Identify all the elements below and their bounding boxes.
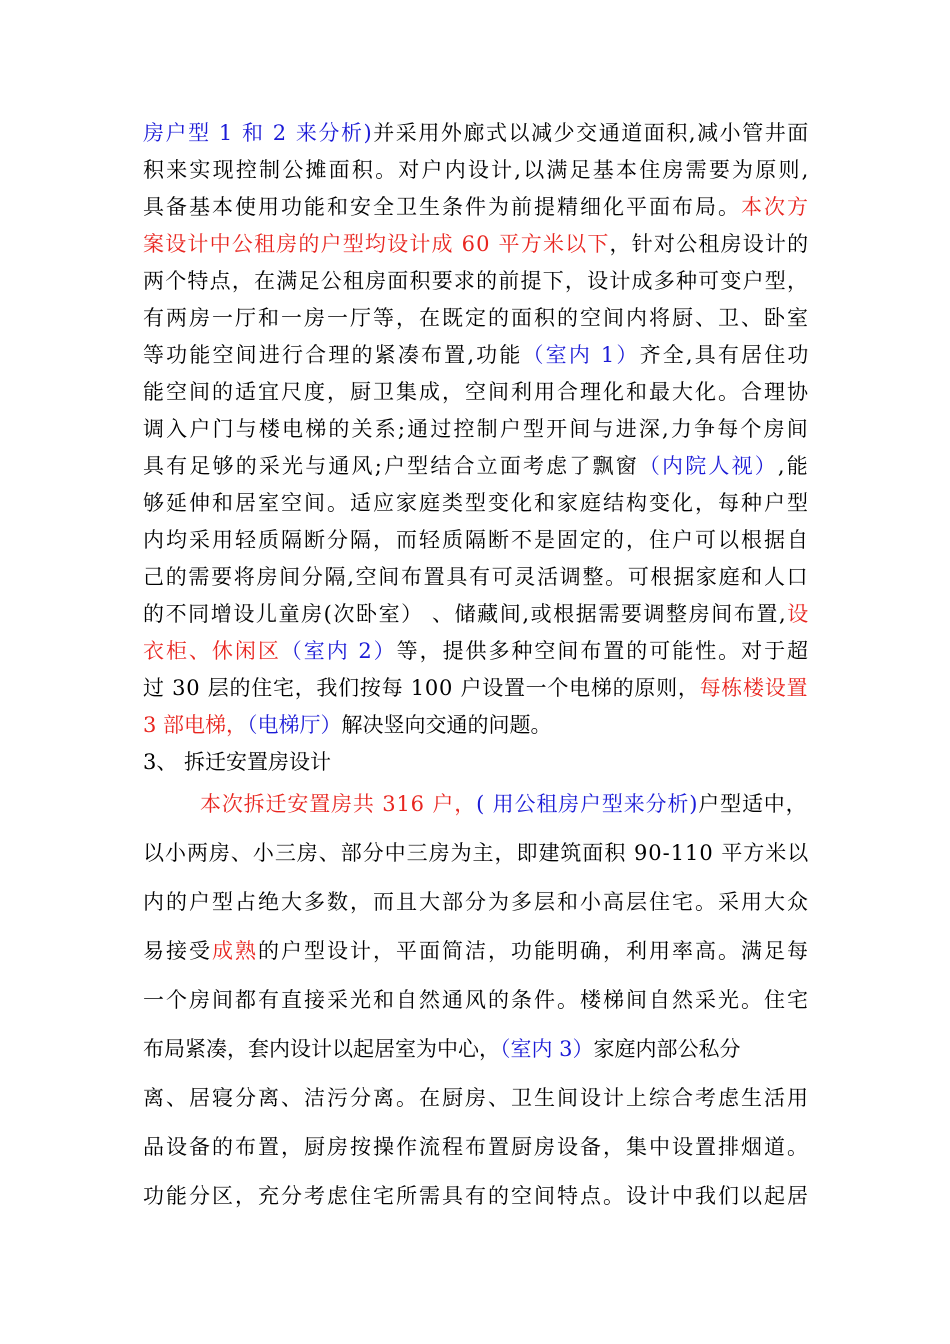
section-heading (143, 749, 331, 775)
text-segment: 有两房一厅和一房一厅等，在既定的面积的空间内将厨、卫、卧室 (143, 306, 810, 330)
paragraph-line (143, 712, 552, 738)
blue-highlight-text: （内院人视） (638, 454, 778, 478)
paragraph-line (143, 157, 811, 183)
text-segment: 的户型设计，平面简洁，功能明确，利用率高。满足每 (258, 939, 810, 963)
paragraph-line (143, 1085, 810, 1111)
text-segment: 内均采用轻质隔断分隔，而轻质隔断不是固定的，住户可以根据自 (143, 528, 810, 552)
text-segment: 具有足够的采光与通风;户型结合立面考虑了飘窗 (143, 454, 639, 478)
text-segment: 并采用外廊式以减少交通道面积,减小管井面 (373, 121, 810, 145)
paragraph-line (143, 416, 810, 442)
red-highlight-text: 每栋楼设置 (699, 676, 809, 700)
paragraph-line (143, 268, 809, 294)
text-segment: 家庭内部公私分 (593, 1037, 741, 1061)
text-segment: 等，提供多种空间布置的可能性。对于超 (396, 639, 811, 663)
blue-highlight-text: （电梯厅） (247, 713, 342, 737)
paragraph-line (143, 601, 810, 627)
text-segment: 解决竖向交通的问题。 (341, 713, 552, 737)
text-segment: 两个特点，在满足公租房面积要求的前提下，设计成多种可变户型， (143, 269, 810, 293)
text-segment: ,能 (777, 454, 810, 478)
text-segment: 调入户门与楼电梯的关系;通过控制户型开间与进深,力争每个房间 (143, 417, 810, 441)
text-segment: 齐全,具有居住功 (639, 343, 811, 367)
text-segment: ，针对公租房设计的 (609, 232, 810, 256)
red-highlight-text: 衣柜、休闲区 (143, 639, 281, 663)
paragraph-line (143, 938, 810, 964)
text-segment: 己的需要将房间分隔,空间布置具有可灵活调整。可根据家庭和人口 (143, 565, 810, 589)
paragraph-line (143, 987, 810, 1013)
text-segment: 的不同增设儿童房(次卧室） 、储藏间,或根据需要调整房间布置, (143, 602, 788, 626)
text-segment: 布局紧凑，套内设计以起居室为中心， (143, 1037, 500, 1061)
text-segment: 具备基本使用功能和安全卫生条件为前提精细化平面布局。 (143, 195, 741, 219)
blue-highlight-text: （室内 3） (500, 1037, 594, 1061)
red-highlight-text: 案设计中公租房的户型均设计成 60 平方米以下 (143, 232, 610, 256)
paragraph-line (143, 120, 810, 146)
paragraph-line (143, 527, 810, 553)
paragraph-line (143, 1134, 810, 1160)
blue-highlight-text: （室内 2） (280, 639, 397, 663)
text-segment: 够延伸和居室空间。适应家庭类型变化和家庭结构变化，每种户型 (143, 491, 810, 515)
paragraph-line (143, 194, 810, 220)
paragraph-line (143, 840, 809, 866)
paragraph-line (143, 1036, 741, 1062)
blue-highlight-text: 房户型 1 和 2 来分析) (143, 121, 374, 145)
paragraph-line (200, 791, 808, 817)
text-segment: 易接受 (143, 939, 212, 963)
paragraph-line (143, 490, 810, 516)
text-segment: 积来实现控制公摊面积。对户内设计,以满足基本住房需要为原则, (143, 158, 811, 182)
text-segment: 过 30 层的住宅，我们按每 100 户设置一个电梯的原则， (143, 676, 700, 700)
text-segment: 3、 拆迁安置房设计 (143, 750, 332, 774)
paragraph-line (143, 305, 810, 331)
paragraph-line (143, 564, 809, 590)
paragraph-line (143, 675, 808, 701)
text-segment: 功能分区，充分考虑住宅所需具有的空间特点。设计中我们以起居 (143, 1184, 810, 1208)
text-segment: 户型适中， (698, 792, 808, 816)
paragraph-line (143, 342, 811, 368)
blue-highlight-text: ( 用公租房户型来分析) (476, 792, 699, 816)
text-segment: 品设备的布置，厨房按操作流程布置厨房设备，集中设置排烟道。 (143, 1135, 810, 1159)
text-segment: 能空间的适宜尺度，厨卫集成，空间利用合理化和最大化。合理协 (143, 380, 810, 404)
red-highlight-text: 本次方 (741, 195, 810, 219)
red-highlight-text: 3 部电梯， (143, 713, 248, 737)
text-segment: 等功能空间进行合理的紧凑布置,功能 (143, 343, 523, 367)
text-segment: 以小两房、小三房、部分中三房为主，即建筑面积 90-110 平方米以 (143, 841, 810, 865)
red-highlight-text: 设 (787, 602, 810, 626)
text-segment: 离、居寝分离、洁污分离。在厨房、卫生间设计上综合考虑生活用 (143, 1086, 810, 1110)
paragraph-line (143, 1183, 810, 1209)
red-highlight-text: 本次拆迁安置房共 316 户， (200, 792, 477, 816)
text-segment: 一个房间都有直接采光和自然通风的条件。楼梯间自然采光。住宅 (143, 988, 810, 1012)
paragraph-line (143, 453, 810, 479)
blue-highlight-text: （室内 1） (522, 343, 640, 367)
paragraph-line (143, 231, 809, 257)
text-segment: 内的户型占绝大多数，而且大部分为多层和小高层住宅。采用大众 (143, 890, 810, 914)
paragraph-line (143, 638, 810, 664)
paragraph-line (143, 889, 810, 915)
red-highlight-text: 成熟 (212, 939, 258, 963)
paragraph-line (143, 379, 810, 405)
